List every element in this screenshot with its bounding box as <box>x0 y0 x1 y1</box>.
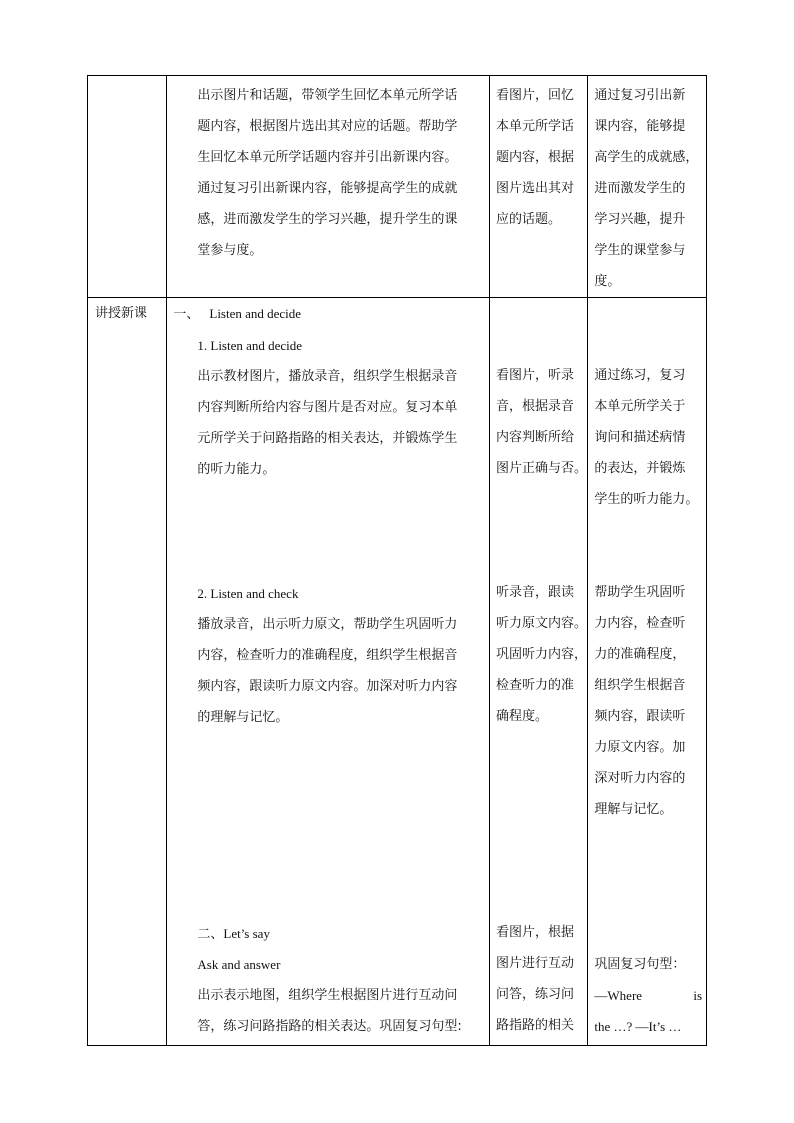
text-line: 课内容，能够提 <box>594 119 686 134</box>
text-line: 内容判断所给 <box>495 430 574 445</box>
table-row-new-lesson <box>88 298 707 1046</box>
text-line: 出示图片和话题，带领学生回忆本单元所学话 <box>197 88 458 103</box>
text-line: 看图片，根据 <box>495 925 574 940</box>
section-heading <box>173 298 483 330</box>
text-line: 度。 <box>594 274 621 289</box>
text-line: 内容，检查听力的准确程度，组织学生根据音 <box>197 648 458 663</box>
text-line: 频内容，跟读听力原文内容。加深对听力内容 <box>197 679 458 694</box>
student-activity-cell <box>489 76 587 298</box>
design-purpose-text <box>588 76 706 297</box>
text-line: 进而激发学生的 <box>594 181 686 196</box>
text-line: 题内容，根据 <box>495 150 574 165</box>
text-line: 图片正确与否。 <box>495 461 587 476</box>
design-purpose-cell <box>588 76 707 298</box>
text-line: 深对听力内容的 <box>594 771 686 786</box>
text-line: 图片进行互动 <box>495 956 574 971</box>
text-line: 图片选出其对 <box>495 181 574 196</box>
text-line: 感，进而激发学生的学习兴趣，提升学生的课 <box>197 212 458 227</box>
text-line: 听录音，跟读 <box>495 585 574 600</box>
section-subtitle: Ask and answer <box>197 957 281 972</box>
text-line: 帮助学生巩固听 <box>594 585 686 600</box>
text-line: 通过复习引出新 <box>594 88 686 103</box>
text-line: 巩固复习句型： <box>594 957 686 972</box>
text-line: 元所学关于问路指路的相关表达，并锻炼学生 <box>197 431 458 446</box>
spacer <box>594 298 702 360</box>
text-line: 问答，练习问 <box>495 987 574 1002</box>
text-line: 内容判断所给内容与图片是否对应。复习本单 <box>197 400 458 415</box>
text-fragment: is <box>693 988 702 1003</box>
text-line: 听力原文内容。 <box>495 616 587 631</box>
text-line: 巩固听力内容， <box>495 647 587 662</box>
text-line: 通过复习引出新课内容，能够提高学生的成就 <box>197 181 458 196</box>
stage-label <box>88 76 166 83</box>
teacher-activity-text <box>167 298 489 1042</box>
text-line: 播放录音，出示听力原文，帮助学生巩固听力 <box>197 617 458 632</box>
spacer <box>496 298 583 360</box>
text-line: 答，练习问路指路的相关表达。巩固复习句型: <box>197 1019 462 1034</box>
text-line: 看图片，回忆 <box>495 88 574 103</box>
text-line: 检查听力的准 <box>495 678 574 693</box>
spacer <box>594 515 702 577</box>
text-line: 看图片，听录 <box>495 368 574 383</box>
text-line: 学习兴趣，提升 <box>594 212 686 227</box>
text-line: 学生的课堂参与 <box>594 243 686 258</box>
text-line: 本单元所学关于 <box>594 399 686 414</box>
teacher-activity-cell <box>167 298 490 1046</box>
stage-label: 讲授新课 <box>95 306 148 321</box>
text-line: 询问和描述病情 <box>594 430 686 445</box>
text-fragment: —Where <box>594 988 643 1003</box>
stage-label-cell <box>88 298 167 1046</box>
text-line: 学生的听力能力。 <box>594 492 699 507</box>
student-activity-text <box>490 298 587 1041</box>
teacher-activity-cell <box>167 76 490 298</box>
part-title: 1. Listen and decide <box>197 338 303 353</box>
text-line: 的表达，并锻炼 <box>594 461 686 476</box>
text-line: 确程度。 <box>495 709 548 724</box>
teacher-activity-text <box>167 76 489 266</box>
text-line: 堂参与度。 <box>197 243 263 258</box>
section-heading: 二、Let’s say <box>197 926 270 941</box>
text-line: 频内容，跟读听 <box>594 709 686 724</box>
text-line: 高学生的成就感， <box>594 150 699 165</box>
spacer <box>496 484 583 577</box>
text-line: the …? —It’s … <box>594 1019 682 1034</box>
text-line: 的听力能力。 <box>197 462 276 477</box>
text-line: 组织学生根据音 <box>594 678 686 693</box>
text-line: 音，根据录音 <box>495 399 574 414</box>
spacer <box>594 825 702 949</box>
text-line <box>594 980 702 1011</box>
section-title: Listen and decide <box>209 306 302 321</box>
spacer <box>197 485 483 578</box>
part-title: 2. Listen and check <box>197 586 299 601</box>
text-line: 应的话题。 <box>495 212 561 227</box>
design-purpose-text <box>588 298 706 1042</box>
text-line: 路指路的相关 <box>495 1018 574 1033</box>
table-row-review <box>88 76 707 298</box>
text-line: 理解与记忆。 <box>594 802 673 817</box>
design-purpose-cell <box>588 298 707 1046</box>
lesson-plan-table <box>87 75 707 1046</box>
text-line: 生回忆本单元所学话题内容并引出新课内容。 <box>197 150 458 165</box>
text-line: 出示教材图片，播放录音，组织学生根据录音 <box>197 369 458 384</box>
spacer <box>496 732 583 917</box>
student-activity-text <box>490 76 587 235</box>
text-line: 力内容，检查听 <box>594 616 686 631</box>
stage-label-cell <box>88 76 167 298</box>
text-line: 出示表示地图，组织学生根据图片进行互动问 <box>197 988 458 1003</box>
text-line: 通过练习，复习 <box>594 368 686 383</box>
text-line: 题内容，根据图片选出其对应的话题。帮助学 <box>197 119 458 134</box>
spacer <box>197 733 483 918</box>
text-line: 的理解与记忆。 <box>197 710 289 725</box>
text-line: 力的准确程度， <box>594 647 686 662</box>
text-line: 力原文内容。加 <box>594 740 686 755</box>
section-number: 一、 <box>173 307 200 322</box>
student-activity-cell <box>489 298 587 1046</box>
text-line: 本单元所学话 <box>495 119 574 134</box>
